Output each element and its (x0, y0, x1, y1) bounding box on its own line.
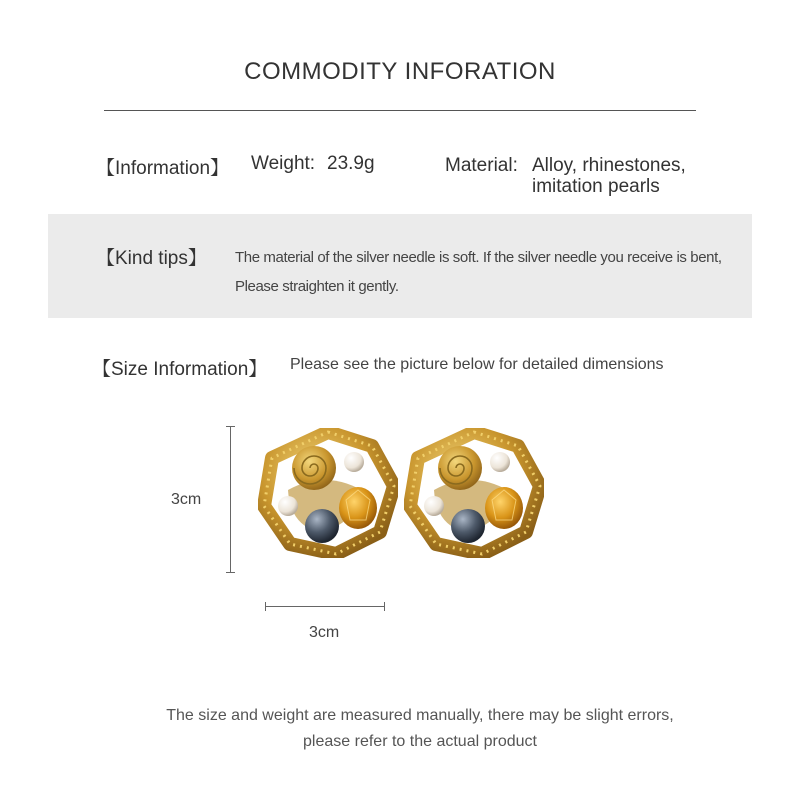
information-label: 【Information】 (96, 158, 230, 179)
page-title: COMMODITY INFORATION (244, 58, 556, 85)
width-dimension-cap-right (384, 602, 385, 611)
kind-tips-text (235, 243, 735, 301)
material-value-line2: imitation pearls (532, 176, 660, 197)
size-information-label: 【Size Information】 (92, 359, 268, 380)
width-dimension-label: 3cm (309, 624, 340, 641)
height-dimension-cap-top (226, 426, 235, 427)
disclaimer-line1: The size and weight are measured manually, there may be slight errors, (166, 707, 674, 724)
width-dimension-cap-left (265, 602, 266, 611)
measurement-disclaimer (0, 703, 800, 755)
height-dimension-line (230, 426, 231, 572)
weight-label: Weight: (251, 153, 316, 174)
disclaimer-line2: please refer to the actual product (303, 733, 537, 750)
weight-value: 23.9g (327, 153, 375, 174)
material-label: Material: (445, 155, 518, 176)
height-dimension-cap-bottom (226, 572, 235, 573)
size-description: Please see the picture below for detailed dimensions (290, 356, 664, 373)
kind-tips-label: 【Kind tips】 (96, 248, 207, 269)
earring-left-image (258, 428, 398, 558)
height-dimension-label: 3cm (171, 491, 202, 508)
title-divider (104, 110, 696, 111)
earring-right-image (404, 428, 544, 558)
width-dimension-line (265, 606, 385, 607)
kind-tips-line1: The material of the silver needle is soft. If the silver needle you receive is bent, (235, 249, 722, 266)
kind-tips-line2: Please straighten it gently. (235, 278, 399, 295)
material-value-line1: Alloy, rhinestones, (532, 155, 686, 176)
